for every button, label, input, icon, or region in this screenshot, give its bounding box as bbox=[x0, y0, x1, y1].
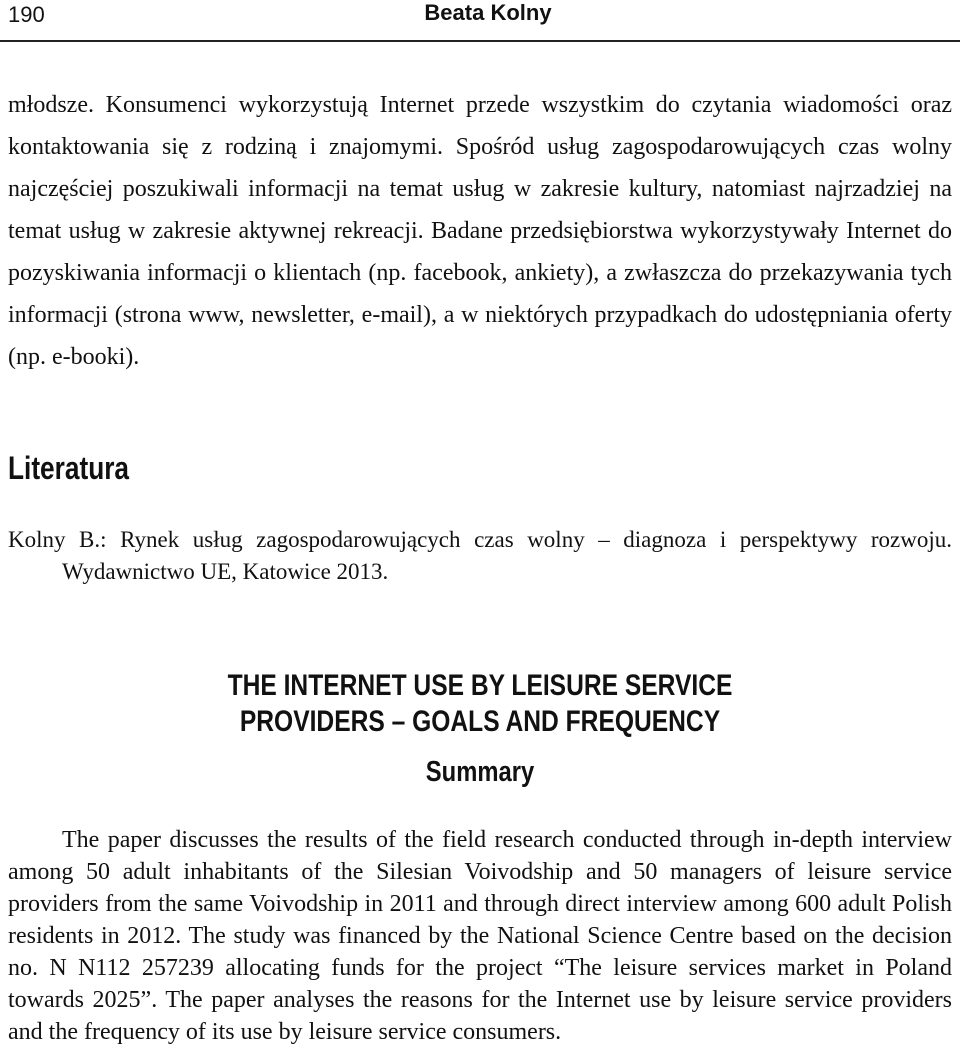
running-header bbox=[8, 0, 960, 34]
literature-entry: Kolny B.: Rynek usług zagospodarowujących czas wolny – diagnoza i perspektywy rozwoju. Wydawnictwo UE, Katowice 2013. bbox=[8, 527, 952, 584]
summary-title-line-2: PROVIDERS – GOALS AND FREQUENCY bbox=[239, 705, 721, 738]
running-header-author: Beata Kolny bbox=[424, 0, 552, 25]
header-rule bbox=[0, 40, 960, 42]
summary-heading: Summary bbox=[425, 756, 535, 788]
literature-heading: Literatura bbox=[8, 450, 130, 486]
page-number: 190 bbox=[8, 2, 45, 27]
summary-paragraph: The paper discusses the results of the field research conducted through in-depth interview among 50 adult inhabitants of the Silesian Voivodship and 50 managers of leisure service providers from the same Voivodship in 2011 and through direct interview among 600 adult Polish residents in 2012. The study was financed by the National Science Centre based on the decision no. N N112 257239 allocating funds for the project “The leisure services market in Poland towards 2025”. The paper analyses the reasons for the Internet use by leisure service providers and the frequency of its use by leisure service consumers. bbox=[8, 827, 952, 1045]
summary-title-line-1: THE INTERNET USE BY LEISURE SERVICE bbox=[227, 669, 733, 702]
body-paragraph: młodsze. Konsumenci wykorzystują Internet przede wszystkim do czytania wiadomości oraz kontaktowania się z rodziną i znajomymi. Spośród usług zagospodarowujących czas wolny najczęściej poszukiwali informacji na temat usług w zakresie kultury, natomiast najrzadziej na temat usług w zakresie aktywnej rekreacji. Badane przedsiębiorstwa wykorzystywały Internet do pozyskiwania informacji o klientach (np. facebook, ankiety), a zwłaszcza do przekazywania tych informacji (strona www, newsletter, e-mail), a w niektórych przypadkach do udostępniania oferty (np. e-booki). bbox=[8, 92, 952, 370]
summary-title bbox=[86, 668, 873, 740]
